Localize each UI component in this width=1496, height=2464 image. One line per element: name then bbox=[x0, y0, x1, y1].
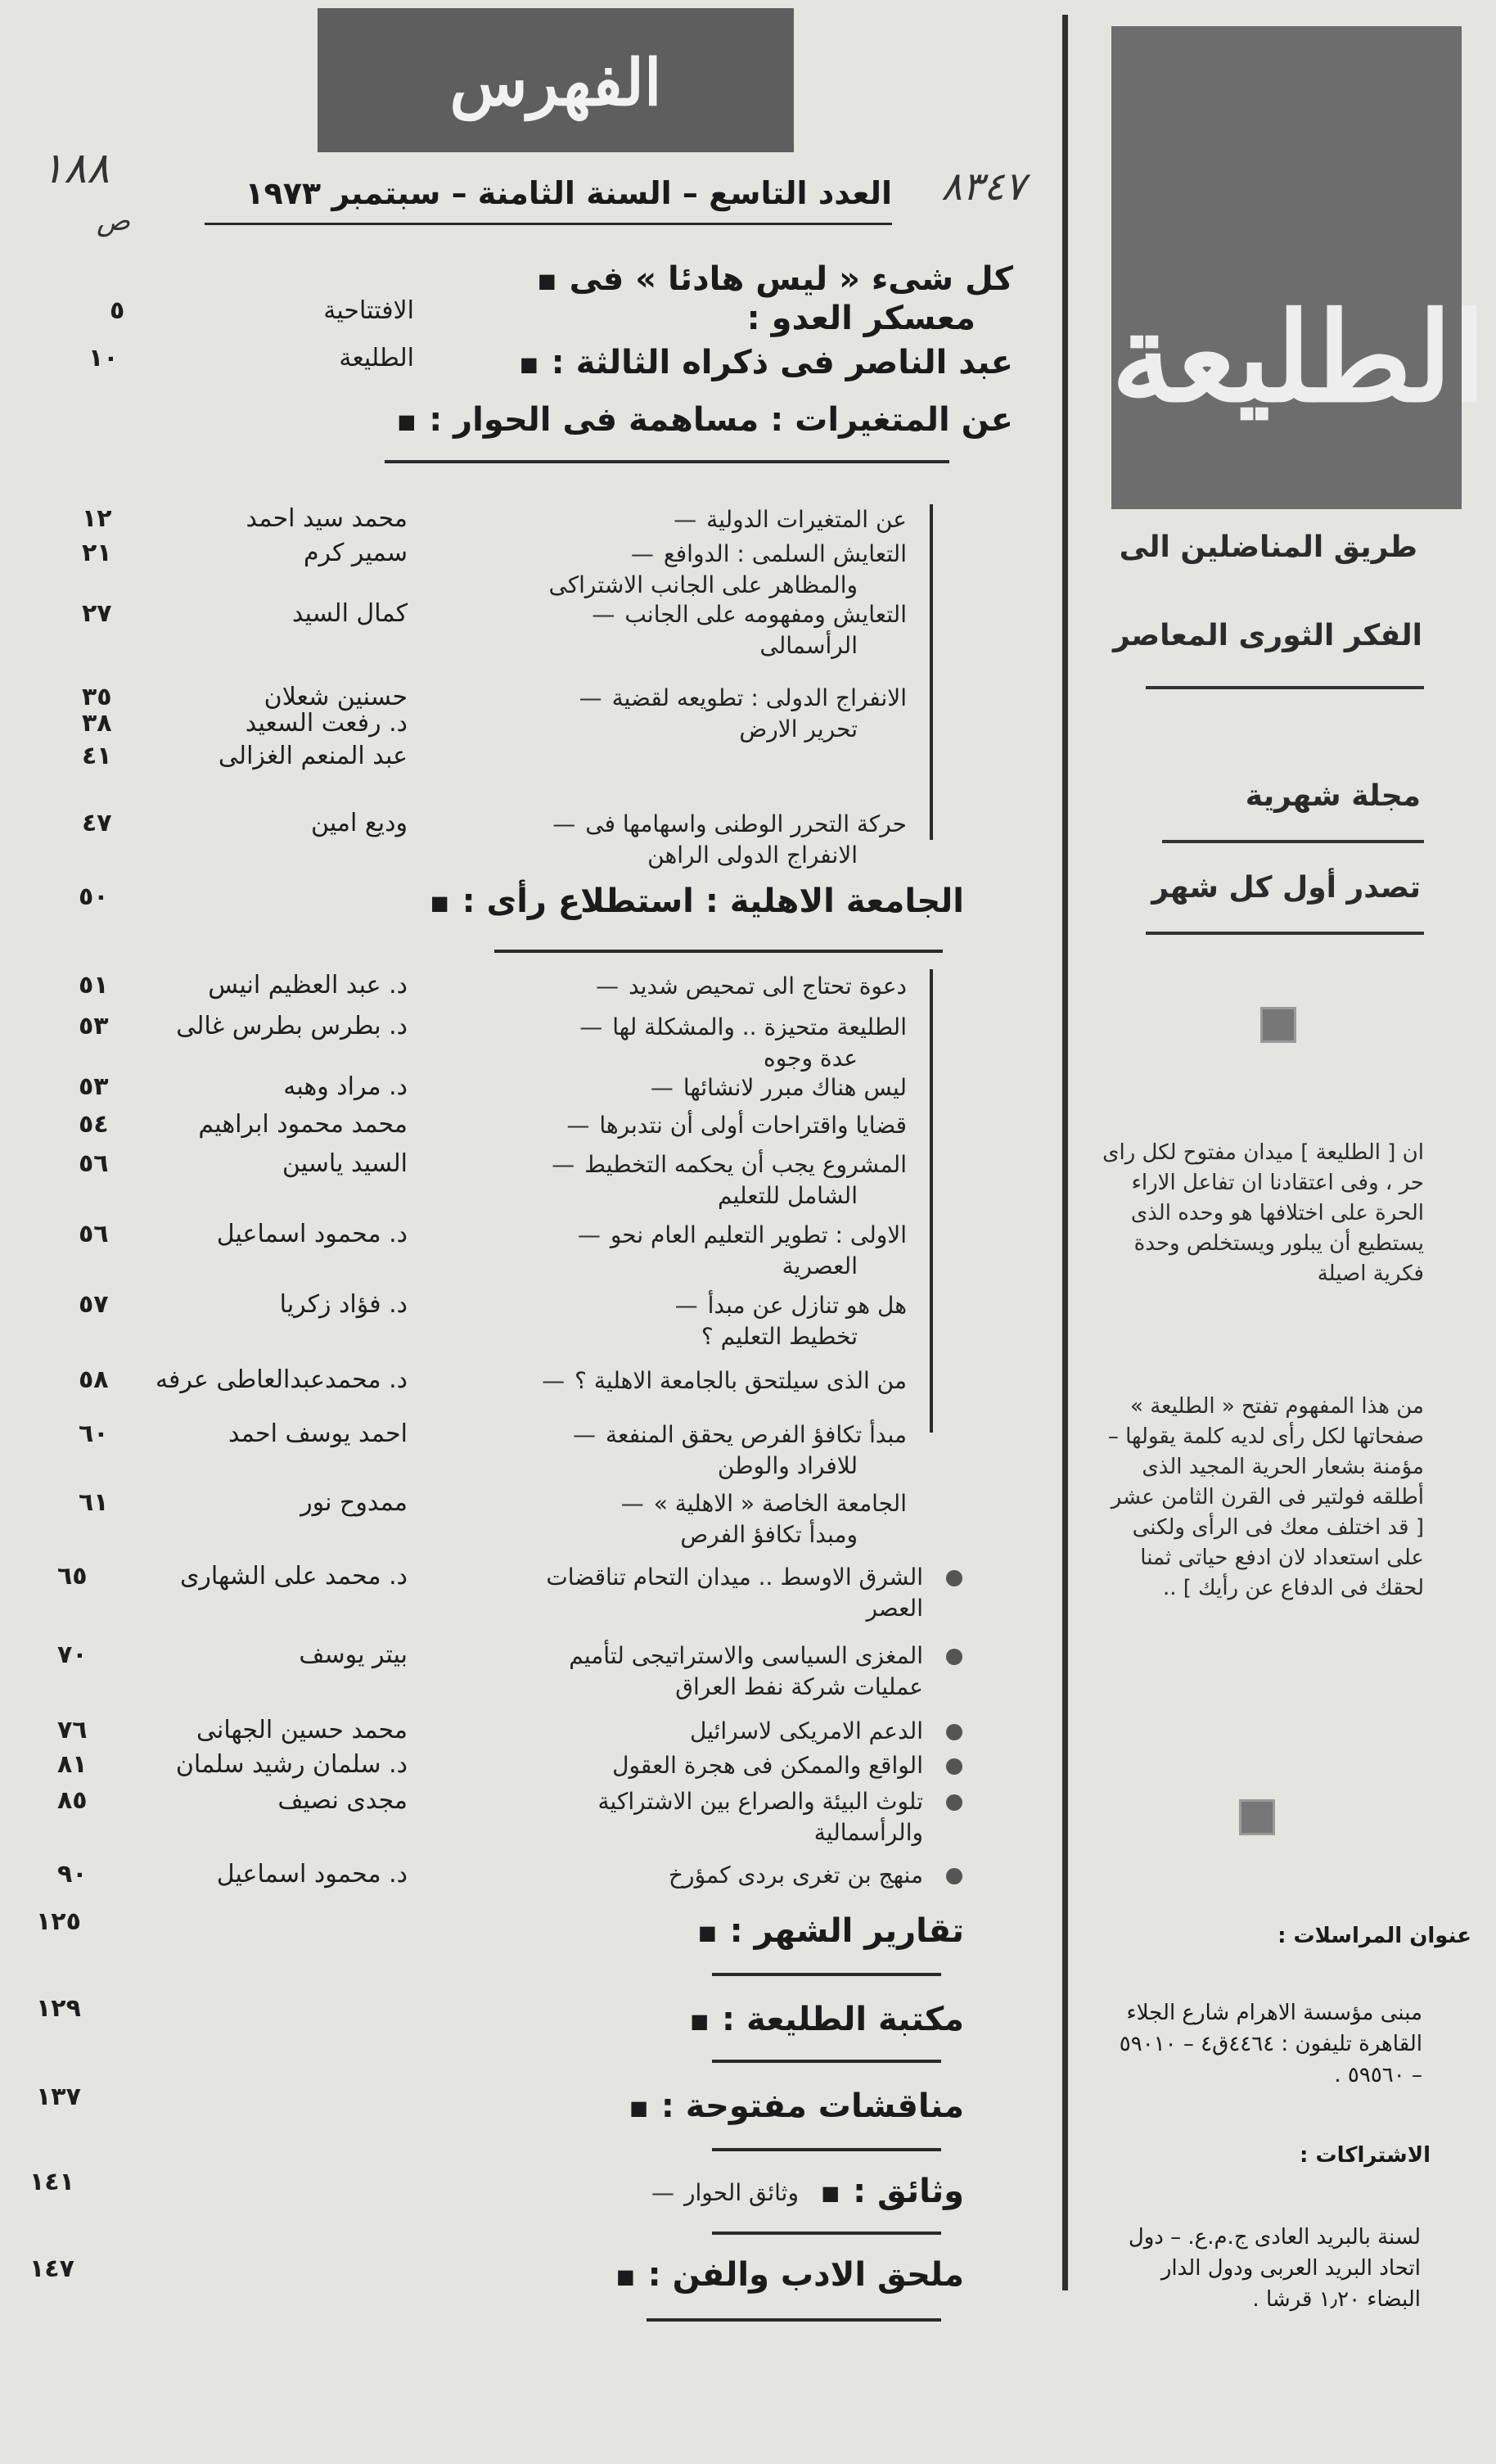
page-number: ٩٠ bbox=[57, 1860, 88, 1889]
entry-title-cont: عمليات شركة نفط العراق bbox=[675, 1673, 923, 1700]
rule bbox=[1146, 932, 1424, 935]
page-number: ٥٦ bbox=[79, 1220, 109, 1248]
author-name: سمير كرم bbox=[303, 539, 408, 567]
page-number: ٥٣ bbox=[79, 1072, 109, 1101]
entry-title-cont: والرأسمالية bbox=[813, 1819, 923, 1846]
page-number: ٥٣ bbox=[79, 1012, 109, 1040]
page-number: ٨٥ bbox=[57, 1786, 88, 1815]
section-literature-supplement: ملحق الادب والفن : ■ bbox=[616, 2256, 964, 2294]
page-number: ٣٨ bbox=[82, 709, 112, 738]
address-line-1: مبنى مؤسسة الاهرام شارع الجلاء bbox=[1126, 2001, 1422, 2025]
handwritten-mark: ص bbox=[97, 205, 131, 237]
page-editorial: ٥ bbox=[110, 296, 125, 325]
section-underline bbox=[647, 2318, 941, 2322]
page-number: ٣٥ bbox=[82, 683, 112, 711]
section-private-university: الجامعة الاهلية : استطلاع رأى : ■ bbox=[430, 882, 964, 920]
entry-title: مبدأ تكافؤ الفرص يحقق المنفعة — bbox=[573, 1419, 907, 1451]
frequency-1: مجلة شهرية bbox=[1245, 779, 1421, 813]
entry-title: ليس هناك مبرر لانشائها — bbox=[651, 1072, 907, 1103]
entry-title: هل هو تنازل عن مبدأ — bbox=[675, 1290, 907, 1321]
page-monthly-reports: ١٢٥ bbox=[36, 1907, 81, 1936]
issue-underline bbox=[205, 223, 892, 225]
page-private-university: ٥٠ bbox=[79, 882, 109, 911]
page-number: ٧٠ bbox=[57, 1640, 88, 1669]
section-monthly-reports: تقارير الشهر : ■ bbox=[698, 1912, 964, 1950]
ornament-square-icon bbox=[1260, 1007, 1296, 1043]
entry-title: المشروع يجب أن يحكمه التخطيط — bbox=[552, 1149, 907, 1180]
author-name: وديع امين bbox=[311, 809, 408, 837]
author-name: كمال السيد bbox=[291, 599, 408, 628]
entry-title: دعوة تحتاج الى تمحيص شديد — bbox=[596, 971, 907, 1002]
entry-title-cont: الانفراج الدولى الراهن bbox=[647, 842, 858, 869]
page-number: ١٢ bbox=[82, 504, 112, 533]
entry-title: الواقع والممكن فى هجرة العقول bbox=[612, 1752, 923, 1779]
bullet-icon bbox=[946, 1570, 962, 1586]
author-name: ممدوح نور bbox=[300, 1488, 408, 1517]
author-name: احمد يوسف احمد bbox=[228, 1419, 408, 1448]
author-name: محمد سيد احمد bbox=[246, 504, 408, 533]
page-number: ٥٦ bbox=[79, 1149, 109, 1178]
index-title-box bbox=[318, 8, 794, 152]
section-documents: وثائق : ■ bbox=[821, 2173, 964, 2210]
page-number: ٢١ bbox=[82, 539, 112, 567]
page-number: ٤١ bbox=[82, 742, 112, 770]
column-divider bbox=[1062, 15, 1068, 2290]
entry-title: الاولى : تطوير التعليم العام نحو — bbox=[578, 1220, 907, 1251]
section-underline bbox=[712, 2148, 941, 2151]
entry-title: حركة التحرر الوطنى واسهامها فى — bbox=[552, 809, 907, 840]
group-bracket bbox=[930, 969, 933, 1433]
rule bbox=[1146, 686, 1424, 689]
address-line-3: – ٥٩٥٦٠ . bbox=[1334, 2063, 1422, 2087]
bullet-icon bbox=[946, 1794, 962, 1811]
entry-title-cont: الرأسمالى bbox=[759, 632, 858, 659]
page-number: ٥٧ bbox=[79, 1290, 109, 1319]
author-name: محمد محمود ابراهيم bbox=[198, 1110, 408, 1139]
documents-item: وثائق الحوار — bbox=[651, 2177, 799, 2209]
statement-paragraph-2: من هذا المفهوم تفتح « الطليعة » صفحاتها لكل رأى لديه كلمة يقولها – مؤمنة بشعار الحرية المجيد الذى أطلقه فولتير فى القرن الثامن عشر [ قد اختلف معك فى الرأى ولكنى على استعداد لان ادفع حياتى ثمنا لحقك فى الدفاع عن رأيك ] .. bbox=[1107, 1394, 1424, 1600]
entry-title: الانفراج الدولى : تطويعه لقضية — bbox=[579, 683, 907, 714]
entry-title: منهج بن تغرى بردى كمؤرخ bbox=[668, 1862, 923, 1889]
ornament-square-icon bbox=[1239, 1799, 1275, 1835]
subscriptions-line-2: اتحاد البريد العربى ودول الدار bbox=[1160, 2256, 1421, 2281]
statement-paragraph-1: ان [ الطليعة ] ميدان مفتوح لكل راى حر ، وفى اعتقادنا ان تفاعل الاراء الحرة على اختلافها هو وحده الذى يستطيع أن يبلور ويستخلص وحدة فكرية اصيلة bbox=[1102, 1140, 1424, 1286]
page-number: ٤٧ bbox=[82, 809, 112, 837]
tagline-1: طريق المناضلين الى bbox=[1119, 530, 1417, 564]
rule bbox=[1162, 840, 1424, 843]
author-name: د. مراد وهبه bbox=[283, 1072, 408, 1101]
entry-title: تلوث البيئة والصراع بين الاشتراكية bbox=[597, 1788, 923, 1815]
page-discussions: ١٣٧ bbox=[36, 2083, 81, 2111]
group-bracket bbox=[930, 504, 933, 840]
masthead-box bbox=[1111, 26, 1487, 509]
page-documents: ١٤١ bbox=[29, 2168, 74, 2196]
entry-title: الدعم الامريكى لاسرائيل bbox=[689, 1717, 923, 1744]
entry-title: من الذى سيلتحق بالجامعة الاهلية ؟ — bbox=[542, 1365, 907, 1397]
author-name: د. سلمان رشيد سلمان bbox=[175, 1750, 408, 1779]
author-editorial: الافتتاحية bbox=[323, 296, 414, 325]
entry-title-cont: الشامل للتعليم bbox=[717, 1182, 858, 1209]
page-number: ٧٦ bbox=[57, 1716, 88, 1744]
author-name: د. محمود اسماعيل bbox=[216, 1220, 408, 1248]
entry-title: الطليعة متحيزة .. والمشكلة لها — bbox=[579, 1012, 907, 1043]
section-enemy-camp: كل شىء « ليس هادئا » فى ■ bbox=[538, 260, 1013, 298]
masthead-logo: الطليعة bbox=[1111, 286, 1487, 430]
entry-title: المغزى السياسى والاستراتيجى لتأميم bbox=[569, 1642, 923, 1669]
page-number: ٨١ bbox=[57, 1750, 88, 1779]
author-name: عبد المنعم الغزالى bbox=[218, 742, 408, 770]
author-name: د. بطرس بطرس غالى bbox=[176, 1012, 408, 1040]
section-underline bbox=[712, 2060, 941, 2063]
entry-title-cont: تخطيط التعليم ؟ bbox=[701, 1323, 858, 1350]
page-number: ٦١ bbox=[79, 1488, 109, 1517]
author-name: محمد حسين الجهانى bbox=[196, 1716, 408, 1744]
author-name: د. محمود اسماعيل bbox=[216, 1860, 408, 1889]
section-library: مكتبة الطليعة : ■ bbox=[690, 2001, 964, 2038]
section-underline bbox=[712, 2232, 941, 2235]
page-library: ١٢٩ bbox=[36, 1994, 81, 2023]
frequency-2: تصدر أول كل شهر bbox=[1151, 871, 1421, 905]
section-changes: عن المتغيرات : مساهمة فى الحوار : ■ bbox=[398, 401, 1013, 439]
handwritten-page: ١٨٨ bbox=[41, 144, 110, 193]
page-number: ٥١ bbox=[79, 971, 109, 1000]
entry-title: قضايا واقتراحات أولى أن نتدبرها — bbox=[566, 1110, 907, 1141]
bullet-icon bbox=[946, 1724, 962, 1740]
bullet-icon bbox=[946, 1649, 962, 1665]
section-nasser: عبد الناصر فى ذكراه الثالثة : ■ bbox=[520, 344, 1013, 381]
subscriptions-line-3: البضاء ١٫٢٠ قرشا . bbox=[1252, 2287, 1421, 2312]
entry-title: عن المتغيرات الدولية — bbox=[674, 504, 907, 535]
subscriptions-line-1: لسنة بالبريد العادى ج.م.ع. – دول bbox=[1128, 2225, 1421, 2250]
author-name: السيد ياسين bbox=[282, 1149, 408, 1178]
bullet-icon bbox=[946, 1758, 962, 1775]
page-literature-supplement: ١٤٧ bbox=[29, 2254, 74, 2283]
entry-title-cont: ومبدأ تكافؤ الفرص bbox=[680, 1521, 858, 1548]
issue-line: العدد التاسع – السنة الثامنة – سبتمبر ١٩٧٣ bbox=[245, 175, 892, 211]
page-number: ٥٨ bbox=[79, 1365, 109, 1394]
address-label: عنوان المراسلات : bbox=[1277, 1924, 1471, 1948]
author-tali3a: الطليعة bbox=[339, 344, 414, 372]
author-name: مجدى نصيف bbox=[277, 1786, 408, 1815]
author-name: بيتر يوسف bbox=[299, 1640, 408, 1669]
entry-title-cont: تحرير الارض bbox=[739, 715, 858, 742]
entry-title: الجامعة الخاصة « الاهلية » — bbox=[621, 1488, 907, 1519]
entry-title-cont: عدة وجوه bbox=[764, 1045, 858, 1072]
author-name: د. عبد العظيم انيس bbox=[208, 971, 408, 1000]
section-enemy-camp-cont: معسكر العدو : bbox=[746, 300, 976, 337]
entry-title-cont: والمظاهر على الجانب الاشتراكى bbox=[548, 571, 858, 598]
section-underline bbox=[494, 950, 943, 953]
page-number: ٢٧ bbox=[82, 599, 112, 628]
page-tali3a: ١٠ bbox=[88, 344, 119, 372]
page-number: ٥٤ bbox=[79, 1110, 109, 1139]
author-name: د. رفعت السعيد bbox=[245, 709, 408, 738]
bullet-icon bbox=[946, 1868, 962, 1884]
entry-title-cont: العصر bbox=[866, 1595, 923, 1622]
subscriptions-label: الاشتراكات : bbox=[1300, 2143, 1431, 2168]
index-title: الفهرس bbox=[449, 46, 662, 120]
page-number: ٦٥ bbox=[57, 1562, 88, 1591]
handwritten-number: ٨٣٤٧ bbox=[941, 164, 1026, 210]
entry-title-cont: للافراد والوطن bbox=[717, 1452, 858, 1479]
author-name: د. محمدعبدالعاطى عرفه bbox=[155, 1365, 408, 1394]
section-underline bbox=[712, 1973, 941, 1976]
author-name: حسنين شعلان bbox=[264, 683, 408, 711]
author-name: د. محمد على الشهارى bbox=[179, 1562, 408, 1591]
entry-title-cont: العصرية bbox=[782, 1252, 858, 1279]
page-number: ٦٠ bbox=[79, 1419, 109, 1448]
tagline-2: الفكر الثورى المعاصر bbox=[1112, 619, 1422, 652]
author-name: د. فؤاد زكريا bbox=[279, 1290, 408, 1319]
section-discussions: مناقشات مفتوحة : ■ bbox=[629, 2087, 964, 2125]
address-line-2: القاهرة تليفون : ٤٤٦٤ق٤ – ٥٩٠١٠ bbox=[1119, 2032, 1422, 2056]
entry-title: التعايش ومفهومه على الجانب — bbox=[592, 599, 907, 630]
entry-title: الشرق الاوسط .. ميدان التحام تناقضات bbox=[546, 1564, 923, 1591]
entry-title: التعايش السلمى : الدوافع — bbox=[631, 539, 907, 570]
section-underline bbox=[385, 460, 949, 463]
